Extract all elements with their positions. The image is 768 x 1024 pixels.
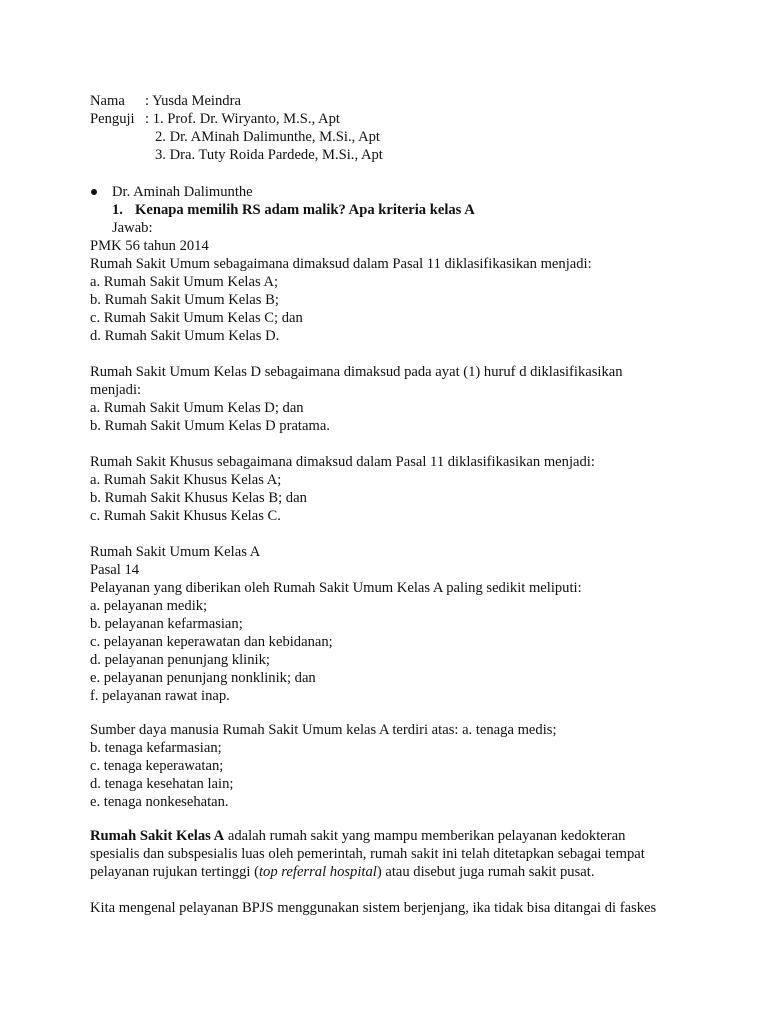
bullet-name: Dr. Aminah Dalimunthe (112, 184, 253, 200)
bullet-icon (91, 189, 97, 195)
body-line: Kita mengenal pelayanan BPJS menggunakan sistem berjenjang, ika tidak bisa ditangai di faskes (90, 900, 657, 916)
paragraph-line: Rumah Sakit Kelas A adalah rumah sakit yang mampu memberikan pelayanan kedokteran (90, 828, 626, 844)
nama-value: : Yusda Meindra (145, 93, 241, 109)
body-line: menjadi: (90, 382, 142, 398)
paragraph-line: pelayanan rujukan tertinggi (top referral hospital) atau disebut juga rumah sakit pusat. (90, 864, 595, 880)
body-line: c. Rumah Sakit Umum Kelas C; dan (90, 310, 303, 326)
body-line: a. Rumah Sakit Umum Kelas D; dan (90, 400, 304, 416)
body-line: Rumah Sakit Umum Kelas A (90, 544, 261, 560)
body-line: Rumah Sakit Umum Kelas D sebagaimana dimaksud pada ayat (1) huruf d diklasifikasikan (90, 364, 623, 380)
penguji-1: : 1. Prof. Dr. Wiryanto, M.S., Apt (145, 111, 340, 127)
bold-term: Rumah Sakit Kelas A (90, 828, 225, 844)
body-line: c. Rumah Sakit Khusus Kelas C. (90, 508, 281, 524)
body-line: a. Rumah Sakit Khusus Kelas A; (90, 472, 282, 488)
paragraph-line: spesialis dan subspesialis luas oleh pemerintah, rumah sakit ini telah ditetapkan sebagai tempat (90, 846, 645, 862)
question-number: 1. (112, 202, 123, 218)
body-line: b. Rumah Sakit Khusus Kelas B; dan (90, 490, 307, 506)
body-line: a. Rumah Sakit Umum Kelas A; (90, 274, 279, 290)
nama-label: Nama (90, 93, 125, 109)
body-line: b. Rumah Sakit Umum Kelas D pratama. (90, 418, 330, 434)
body-line: d. Rumah Sakit Umum Kelas D. (90, 328, 280, 344)
body-line: d. pelayanan penunjang klinik; (90, 652, 270, 668)
body-line: e. tenaga nonkesehatan. (90, 794, 229, 810)
body-line: Rumah Sakit Umum sebagaimana dimaksud dalam Pasal 11 diklasifikasikan menjadi: (90, 256, 592, 272)
body-line: f. pelayanan rawat inap. (90, 688, 230, 704)
answer-label: Jawab: (112, 220, 153, 236)
question-text: Kenapa memilih RS adam malik? Apa kriteria kelas A (135, 202, 475, 218)
italic-term: top referral hospital (258, 864, 377, 880)
body-line: Sumber daya manusia Rumah Sakit Umum kelas A terdiri atas: a. tenaga medis; (90, 722, 557, 738)
body-line: c. tenaga keperawatan; (90, 758, 224, 774)
penguji-3: 3. Dra. Tuty Roida Pardede, M.Si., Apt (155, 147, 383, 163)
body-line: Pelayanan yang diberikan oleh Rumah Sakit Umum Kelas A paling sedikit meliputi: (90, 580, 582, 596)
body-line: c. pelayanan keperawatan dan kebidanan; (90, 634, 333, 650)
body-line: Rumah Sakit Khusus sebagaimana dimaksud dalam Pasal 11 diklasifikasikan menjadi: (90, 454, 595, 470)
body-line: b. tenaga kefarmasian; (90, 740, 222, 756)
body-line: PMK 56 tahun 2014 (90, 238, 209, 254)
body-line: e. pelayanan penunjang nonklinik; dan (90, 670, 316, 686)
body-line: b. Rumah Sakit Umum Kelas B; (90, 292, 279, 308)
penguji-2: 2. Dr. AMinah Dalimunthe, M.Si., Apt (155, 129, 380, 145)
penguji-label: Penguji (90, 111, 135, 127)
body-line: d. tenaga kesehatan lain; (90, 776, 234, 792)
body-line: a. pelayanan medik; (90, 598, 208, 614)
body-line: b. pelayanan kefarmasian; (90, 616, 243, 632)
body-line: Pasal 14 (90, 562, 140, 578)
